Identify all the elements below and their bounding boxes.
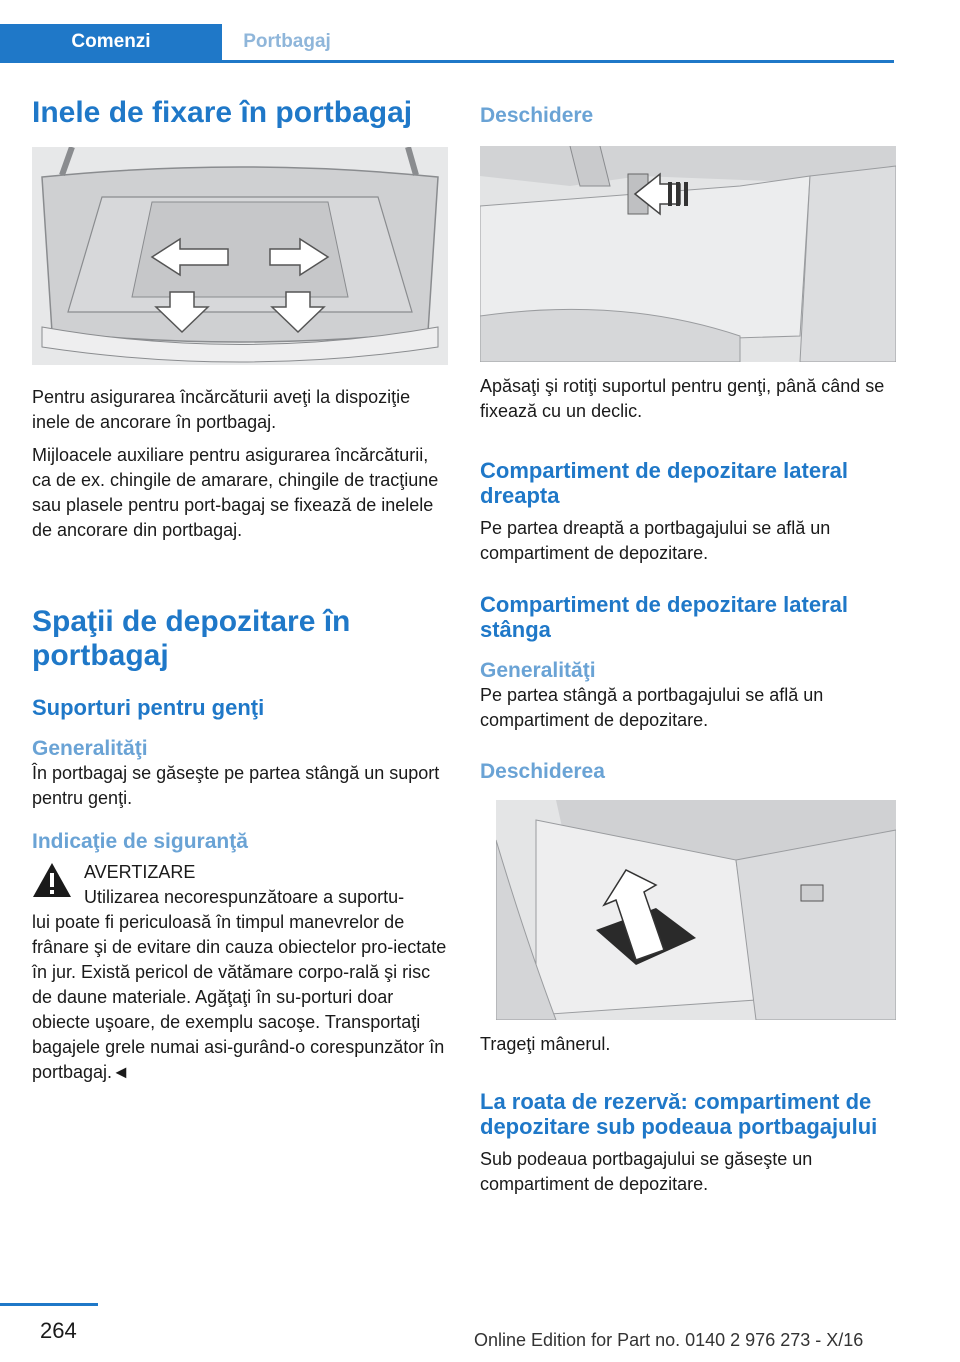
subheading-left-compartment: Compartiment de depozitare lateral stânga	[480, 592, 848, 642]
tab-comenzi[interactable]: Comenzi	[0, 24, 222, 60]
paragraph-tie-down-intro: Pentru asigurarea încărcăturii aveţi la dispoziţie inele de ancorare în portbagaj.	[32, 387, 411, 432]
warning-text: lui poate fi periculoasă în timpul manevrelor de frânare şi de evitare din cauza obiectelor pro‐iectate în jur. Există pericol de vătămare corpo‐rală şi risc de daune materiale. Agăţaţi în su‐porturi doar obiecte uşoare, de exemplu sacoşe. Transportaţi bagajele grele numai asi‐gurând-o corespunzător în portbagaj.◄	[32, 912, 447, 1082]
paragraph-tie-down-aids: Mijloacele auxiliare pentru asigurarea încărcăturii, ca de ex. chingile de amarare, chingile de tracţiune sau plasele pentru port‐bagaj se fixează de inelele de ancorare din portbagaj.	[32, 445, 439, 540]
warning-triangle-icon	[32, 862, 72, 898]
page-number: 264	[40, 1318, 77, 1343]
paragraph-opening: Apăsaţi şi rotiţi suportul pentru genţi, până când se fixează cu un declic.	[480, 376, 885, 421]
warning-block	[32, 860, 448, 910]
bag-hook-illustration-svg	[480, 146, 896, 362]
paragraph-left-compartment: Pe partea stângă a portbagajului se află un compartiment de depozitare.	[480, 685, 824, 730]
paragraph-right-compartment: Pe partea dreaptă a portbagajului se află un compartiment de depozitare.	[480, 518, 831, 563]
edition-footer: Online Edition for Part no. 0140 2 976 273 - X/16	[474, 1330, 864, 1350]
subheading-general: Generalităţi	[32, 737, 148, 760]
subheading-opening: Deschidere	[480, 104, 594, 127]
tab-portbagaj[interactable]: Portbagaj	[243, 31, 331, 52]
right-column	[480, 96, 896, 1197]
warning-text-start: Utilizarea necorespunzătoare a suportu‐	[84, 887, 405, 907]
subheading-bag-hooks: Suporturi pentru genţi	[32, 695, 265, 720]
header-tab-bar	[0, 24, 894, 63]
subheading-opening-left: Deschiderea	[480, 760, 605, 783]
warning-label: AVERTIZARE	[84, 862, 196, 882]
trunk-tie-down-rings-illustration	[32, 147, 448, 365]
subheading-spare-wheel-compartment: La roata de rezervă: compartiment de depozitare sub podeaua portbagajului	[480, 1089, 878, 1139]
subheading-right-compartment: Compartiment de depozitare lateral dreapta	[480, 458, 848, 508]
section-title-tie-down-rings: Inele de fixare în portbagaj	[32, 96, 413, 129]
trunk-illustration-svg	[32, 147, 448, 365]
paragraph-bag-hook-location: În portbagaj se găseşte pe partea stângă un suport pentru genţi.	[32, 763, 440, 808]
subheading-safety-note: Indicaţie de siguranţă	[32, 830, 248, 853]
page-number-rule	[0, 1303, 98, 1306]
section-title-storage-compartments: Spaţii de depozitare în portbagaj	[32, 605, 351, 672]
subheading-left-general: Generalităţi	[480, 659, 596, 682]
paragraph-spare-wheel-compartment: Sub podeaua portbagajului se găseşte un compartiment de depozitare.	[480, 1149, 813, 1194]
handle-illustration-svg	[496, 800, 896, 1020]
left-column	[32, 96, 448, 1085]
left-compartment-handle-illustration	[496, 800, 896, 1020]
bag-hook-opening-illustration	[480, 146, 896, 362]
paragraph-pull-handle: Trageţi mânerul.	[480, 1034, 611, 1054]
